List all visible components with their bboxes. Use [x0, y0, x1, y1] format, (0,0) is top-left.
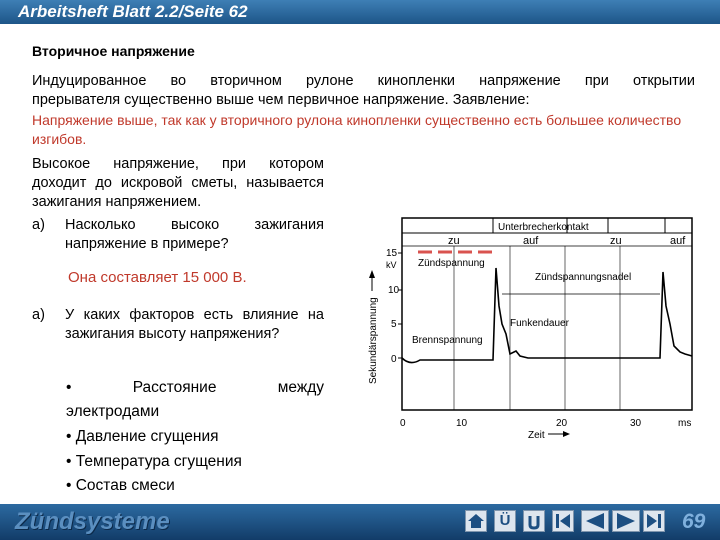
paragraph-line-2: прерывателя существенно выше чем первичное напряжение. Заявление: [32, 92, 530, 108]
y-tick-10: 10 [388, 285, 400, 296]
bullet-1: • Расстояние между [66, 379, 324, 396]
paragraph-2: Высокое напряжение, при котором доходит до искровой сметы, называется зажигания напряжением. [32, 156, 324, 210]
page-title: Arbeitsheft Blatt 2.2/Seite 62 [18, 2, 248, 21]
x-tick-30: 30 [630, 418, 642, 429]
y-axis-label: Sekundärspannung [368, 297, 379, 384]
x-axis-label: Zeit [528, 430, 545, 438]
y-tick-0: 0 [391, 354, 397, 365]
question-a-text: Насколько высоко зажигания напряжение в примере? [65, 217, 324, 252]
y-unit-label: kV [386, 260, 397, 270]
bullet-1-continued: электродами [66, 403, 160, 420]
question-b-label: a) [32, 307, 45, 323]
prev-page-icon[interactable] [581, 510, 609, 532]
footer-title: Zündsysteme [15, 508, 170, 535]
home-icon[interactable] [465, 510, 487, 532]
label-burn-voltage: Brennspannung [412, 335, 483, 346]
ignition-oscilloscope-diagram [360, 206, 700, 438]
return-icon[interactable] [523, 510, 545, 532]
section-heading: Вторичное напряжение [32, 43, 195, 59]
page-number: 69 [682, 510, 706, 533]
paragraph-line-1: Индуцированное во вторичном рулоне кинопленки напряжение при открытии [32, 73, 695, 89]
x-tick-0: 0 [400, 418, 406, 429]
bullet-3: • Температура сгущения [66, 453, 242, 470]
next-page-icon[interactable] [612, 510, 640, 532]
diagram-frame [402, 218, 692, 410]
label-auf-1: auf [523, 235, 539, 247]
question-a-label: a) [32, 217, 45, 233]
label-auf-2: auf [670, 235, 686, 247]
answer-text-1: Напряжение выше, так как у вторичного рулона кинопленки существенно есть большее количество изгибов. [32, 112, 682, 147]
bullet-2: • Давление сгущения [66, 428, 219, 445]
question-b-text: У каких факторов есть влияние на зажигания высоту напряжения? [65, 307, 324, 342]
label-ignition-needle: Zündspannungsnadel [535, 272, 632, 283]
x-tick-10: 10 [456, 418, 468, 429]
last-page-icon[interactable] [643, 510, 665, 532]
y-tick-5: 5 [391, 319, 397, 330]
interrupter-contact-label: Unterbrecherkontakt [498, 222, 589, 233]
x-tick-20: 20 [556, 418, 568, 429]
first-page-icon[interactable] [552, 510, 574, 532]
label-zu-1: zu [448, 235, 460, 247]
x-unit-label: ms [678, 418, 692, 429]
exercise-button[interactable]: Ü [494, 510, 516, 532]
label-ignition-voltage: Zündspannung [418, 258, 485, 269]
bullet-4: • Состав смеси [66, 477, 175, 494]
y-tick-15: 15 [386, 248, 398, 259]
header-bar [0, 0, 720, 24]
answer-text-2: Она составляет 15 000 В. [68, 269, 247, 286]
label-zu-2: zu [610, 235, 622, 247]
label-spark-duration: Funkendauer [510, 318, 569, 329]
